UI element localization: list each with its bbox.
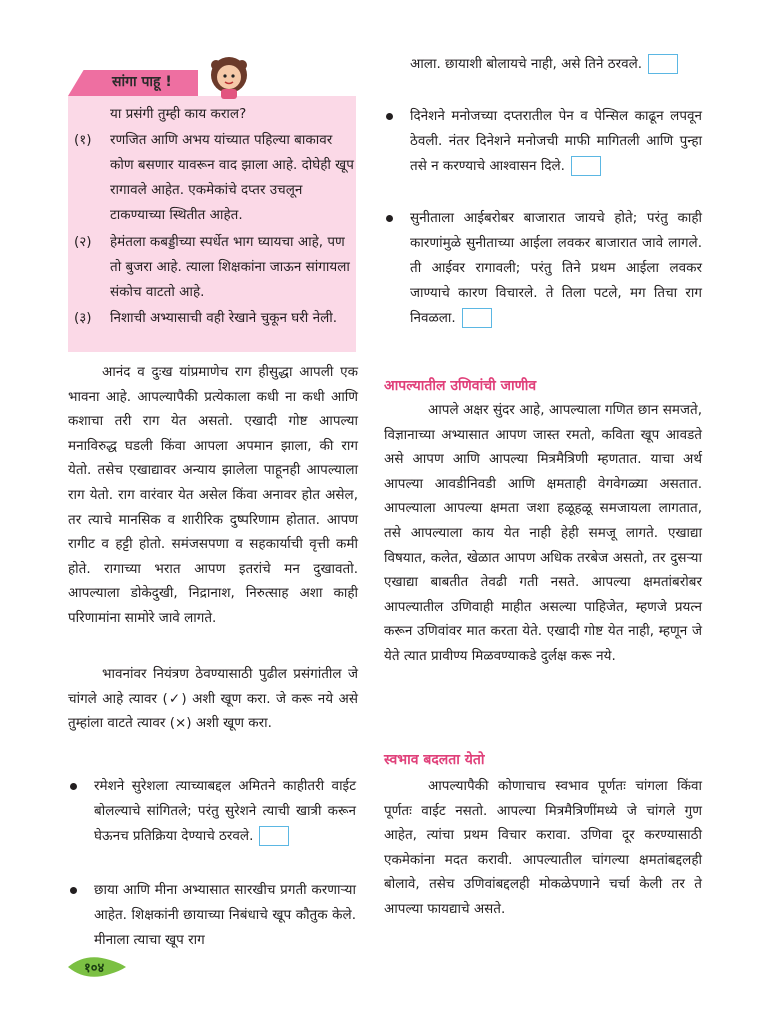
box-item-number: (३) bbox=[74, 310, 92, 326]
answer-box[interactable] bbox=[259, 826, 289, 846]
left-bullet-2 bbox=[94, 878, 356, 953]
girl-character-icon bbox=[206, 54, 252, 100]
bullet-text: छाया आणि मीना अभ्यासात सारखीच प्रगती करणाऱ्या आहेत. शिक्षकांनी छायाच्या निबंधाचे खूप कौतुक केले. मीनाला त्याचा खूप राग bbox=[94, 882, 356, 948]
section-heading-nature: स्वभाव बदलता येतो bbox=[384, 752, 485, 768]
left-paragraph-2: भावनांवर नियंत्रण ठेवण्यासाठी पुढील प्रसंगांतील जे चांगले आहे त्यावर (✓) अशी खूण करा. जे करू नये असे तुम्हांला वाटते त्यावर (×) अशी खूण करा. bbox=[68, 666, 358, 732]
bullet-dot bbox=[386, 215, 393, 222]
answer-box[interactable] bbox=[571, 156, 601, 176]
bullet-text: रमेशने सुरेशला त्याच्याबद्दल अमितने काहीतरी वाईट बोलल्याचे सांगितले; परंतु सुरेशने त्याची खात्री करून घेऊनच प्रतिक्रिया देण्याचे ठरवले. bbox=[94, 778, 356, 844]
answer-box[interactable] bbox=[462, 308, 492, 328]
right-paragraph-2: आपल्यापैकी कोणाचाच स्वभाव पूर्णतः चांगला किंवा पूर्णतः वाईट नसतो. आपल्या मित्रमैत्रिणींमध्ये जे चांगले गुण आहेत, त्यांचा प्रथम विचार करावा. उणिवा दूर करण्यासाठी एकमेकांना मदत करावी. आपल्यातील चांगल्या क्षमतांबद्दलही बोलावे, तसेच उणिवांबद्दलही मोकळेपणाने चर्चा केली तर ते आपल्या फायद्याचे असते. bbox=[384, 778, 702, 917]
bullet-dot bbox=[386, 113, 393, 120]
box-item-1 bbox=[74, 128, 354, 228]
bullet-text: दिनेशने मनोजच्या दप्तरातील पेन व पेन्सिल काढून लपवून ठेवली. नंतर दिनेशने मनोजची माफी मागितली आणि पुन्हा तसे न करण्याचे आश्वासन दिले. bbox=[410, 108, 702, 174]
box-question: या प्रसंगी तुम्ही काय कराल? bbox=[110, 106, 247, 122]
bullet-dot bbox=[70, 783, 77, 790]
right-bullet-1 bbox=[410, 104, 702, 179]
box-item-3 bbox=[74, 306, 354, 331]
discussion-box-header bbox=[68, 70, 278, 96]
right-paragraph-1: आपले अक्षर सुंदर आहे, आपल्याला गणित छान समजते, विज्ञानाच्या अभ्यासात आपण जास्त रमतो, कविता खूप आवडते असे आपण आणि आपल्या मित्रमैत्रिणी म्हणतात. याचा अर्थ आपल्या आवडीनिवडी आणि क्षमताही वेगवेगळ्या असतात. आपल्याला आपल्या क्षमता जशा हळूहळू समजायला लागतात, तसे आपल्याला काय येत नाही हेही समजू लागते. एखाद्या विषयात, कलेत, खेळात आपण अधिक तरबेज असतो, तर दुसऱ्या एखाद्या बाबतीत तेवढी गती नसते. आपल्या क्षमतांबरोबर आपल्यातील उणिवाही माहीत असल्या पाहिजेत, म्हणजे प्रयत्न करून उणिवांवर मात करता येते. एखादी गोष्ट येत नाही, म्हणून जे येते त्यात प्रावीण्य मिळवण्याकडे दुर्लक्ष करू नये. bbox=[384, 402, 702, 664]
answer-box[interactable] bbox=[648, 54, 678, 74]
box-item-text: रणजित आणि अभय यांच्यात पहिल्या बाकावर कोण बसणार यावरून वाद झाला आहे. दोघेही खूप रागावले आहेत. एकमेकांचे दप्तर उचलून टाकण्याच्या स्थितीत आहेत. bbox=[110, 132, 354, 223]
page-number-text: १०४ bbox=[84, 961, 105, 976]
section-heading-weaknesses: आपल्यातील उणिवांची जाणीव bbox=[384, 378, 537, 394]
box-item-text: हेमंतला कबड्डीच्या स्पर्धेत भाग घ्यायचा आहे, पण तो बुजरा आहे. त्याला शिक्षकांना जाऊन सांगायला संकोच वाटतो आहे. bbox=[110, 234, 350, 300]
right-continuation bbox=[410, 52, 702, 77]
discussion-box-title: सांगा पाहू ! bbox=[112, 74, 172, 90]
box-item-number: (१) bbox=[74, 132, 92, 148]
left-bullet-1 bbox=[94, 774, 356, 849]
box-item-2 bbox=[74, 230, 354, 305]
bullet-dot bbox=[70, 887, 77, 894]
left-paragraph-1: आनंद व दुःख यांप्रमाणेच राग हीसुद्धा आपली एक भावना आहे. आपल्यापैकी प्रत्येकाला कधी ना कधी आणि कशाचा तरी राग येत असतो. एखादी गोष्ट आपल्या मनाविरुद्ध घडली किंवा आपला अपमान झाला, की राग येतो. तसेच एखाद्यावर अन्याय झालेला पाहूनही आपल्याला राग येतो. राग वारंवार येत असेल किंवा अनावर होत असेल, तर त्याचे मानसिक व शारीरिक दुष्परिणाम होतात. आपण रागीट व हट्टी होतो. समंजसपणा व सहकार्याची वृत्ती कमी होते. रागाच्या भरात आपण इतरांचे मन दुखावतो. आपल्याला डोकेदुखी, निद्रानाश, निरुत्साह अशा काही परिणामांना सामोरे जावे लागते. bbox=[68, 364, 358, 626]
box-item-number: (२) bbox=[74, 234, 92, 250]
page-number bbox=[66, 954, 128, 980]
bullet-text: सुनीताला आईबरोबर बाजारात जायचे होते; परंतु काही कारणांमुळे सुनीताच्या आईला लवकर बाजारात जावे लागले. ती आईवर रागावली; परंतु तिने प्रथम आईला लवकर जाण्याचे कारण विचारले. ते तिला पटले, मग तिचा राग निवळला. bbox=[410, 210, 702, 326]
continuation-text: आला. छायाशी बोलायचे नाही, असे तिने ठरवले. bbox=[410, 56, 643, 72]
right-bullet-2 bbox=[410, 206, 702, 331]
box-item-text: निशाची अभ्यासाची वही रेखाने चुकून घरी नेली. bbox=[110, 310, 338, 326]
